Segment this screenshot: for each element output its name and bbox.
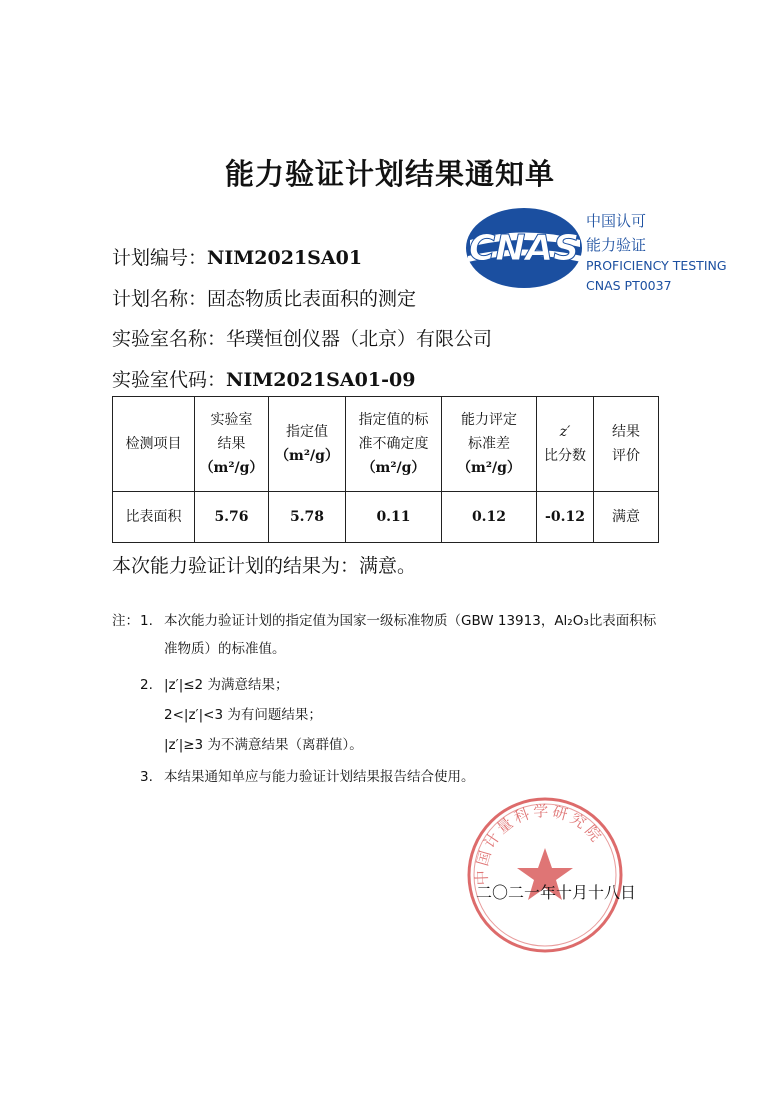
note-1-line-1: 本次能力验证计划的指定值为国家一级标准物质（GBW 13913，Al₂O₃比表面积标 [164, 613, 657, 629]
plan-name-field [112, 284, 416, 311]
results-table [112, 396, 659, 543]
lab-name-field [112, 324, 492, 351]
header-lab-result: 实验室 结果 （m²/g） [195, 397, 269, 492]
plan-name-value: 固态物质比表面积的测定 [207, 288, 417, 310]
header-std-dev: 能力评定 标准差 （m²/g） [442, 397, 537, 492]
plan-number-label: 计划编号： [112, 247, 208, 269]
header-evaluation: 结果 评价 [594, 397, 659, 492]
note-3-line-1: 本结果通知单应与能力验证计划结果报告结合使用。 [164, 769, 475, 785]
seal-text: 中国计量科学研究院 [472, 801, 607, 886]
logo-line-en: PROFICIENCY TESTING [586, 258, 727, 273]
header-uncertainty: 指定值的标 准不确定度 （m²/g） [346, 397, 442, 492]
issue-date: 二〇二一年十月十八日 [476, 883, 637, 902]
cell-std-dev: 0.12 [442, 492, 537, 543]
note-3-number: 3. [140, 769, 153, 785]
plan-number-value: NIM2021SA01 [207, 247, 363, 269]
header-assigned-value: 指定值 （m²/g） [269, 397, 346, 492]
table-row [113, 492, 659, 543]
note-1-line-2: 准物质）的标准值。 [164, 641, 286, 657]
cnas-mark: CNAS [468, 228, 580, 269]
conclusion-text: 本次能力验证计划的结果为：满意。 [112, 555, 417, 577]
note-2-line-1: |z′|≤2 为满意结果； [164, 677, 289, 693]
logo-line-code: CNAS PT0037 [586, 278, 672, 293]
note-2-line-3: |z′|≥3 为不满意结果（离群值）。 [164, 737, 363, 753]
cell-item: 比表面积 [113, 492, 195, 543]
official-seal [460, 790, 630, 960]
table-header-row [113, 397, 659, 492]
document-title: 能力验证计划结果通知单 [224, 157, 555, 191]
cell-assigned-value: 5.78 [269, 492, 346, 543]
note-1-number: 1. [140, 613, 153, 629]
plan-name-label: 计划名称： [112, 288, 208, 310]
lab-name-value: 华璞恒创仪器（北京）有限公司 [226, 328, 493, 350]
notes-prefix: 注： [112, 613, 139, 629]
cell-z-score: -0.12 [537, 492, 594, 543]
header-z-score: z′ 比分数 [537, 397, 594, 492]
lab-code-value: NIM2021SA01-09 [226, 369, 416, 391]
lab-code-field [112, 365, 415, 392]
plan-number-field [112, 243, 362, 270]
lab-name-label: 实验室名称： [112, 328, 227, 350]
cell-evaluation: 满意 [594, 492, 659, 543]
logo-line-cn2: 能力验证 [586, 236, 647, 254]
header-item: 检测项目 [113, 397, 195, 492]
logo-line-cn1: 中国认可 [586, 212, 647, 230]
cell-lab-result: 5.76 [195, 492, 269, 543]
note-2-number: 2. [140, 677, 153, 693]
note-2-line-2: 2<|z′|<3 为有问题结果； [164, 707, 322, 723]
cell-uncertainty: 0.11 [346, 492, 442, 543]
lab-code-label: 实验室代码： [112, 369, 227, 391]
